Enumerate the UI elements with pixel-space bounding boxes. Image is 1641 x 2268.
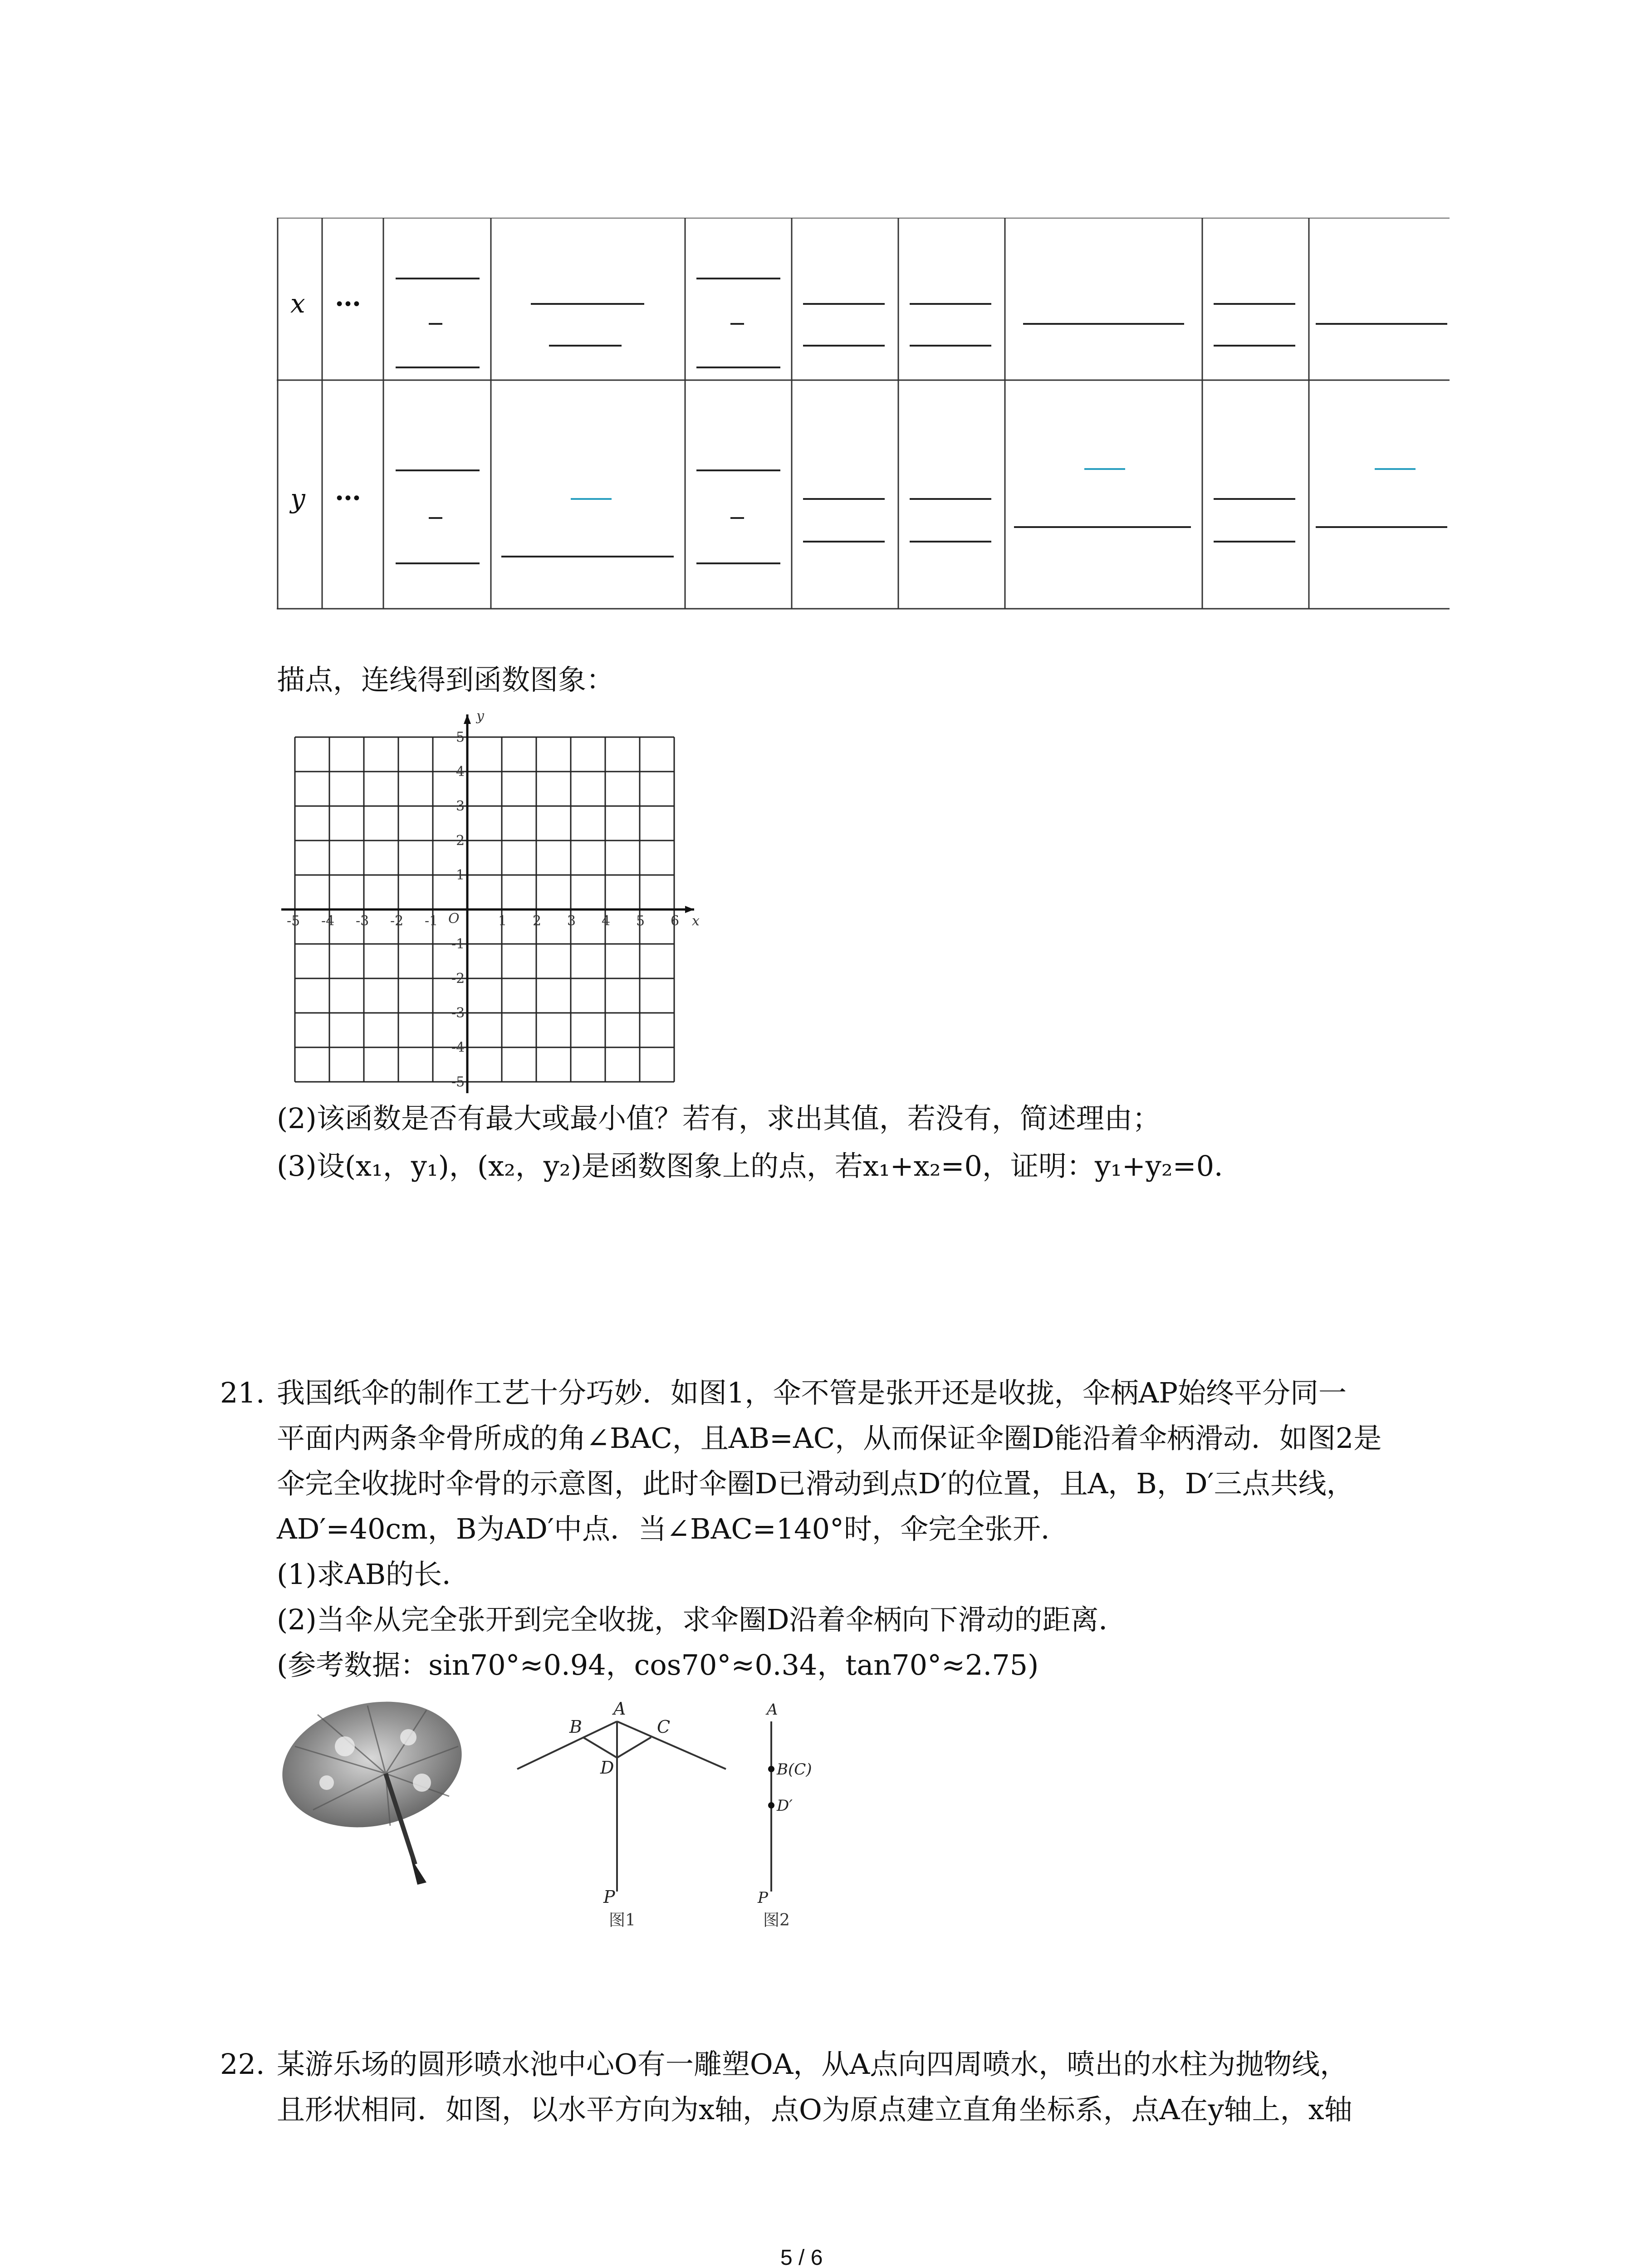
- y-blank-6-bottom: [1014, 526, 1191, 528]
- fig2-label-p: P: [758, 1889, 768, 1907]
- x-axis-label: x: [692, 913, 700, 929]
- y-tick--1: -1: [451, 936, 465, 952]
- x-blank-6: [1023, 323, 1184, 325]
- q21-reference-data: (参考数据：sin70°≈0.94，cos70°≈0.34，tan70°≈2.75): [277, 1648, 1039, 1681]
- y-tick-1: 1: [456, 867, 465, 883]
- q20-part2: (2)该函数是否有最大或最小值？若有，求出其值，若没有，简述理由；: [277, 1102, 1161, 1135]
- fig1-caption: 图1: [609, 1911, 636, 1928]
- figure-2-closed-umbrella: [744, 1701, 835, 1928]
- y-tick--2: -2: [451, 971, 465, 987]
- row-x-label: x: [290, 288, 305, 319]
- page-number: 5 / 6: [780, 2246, 823, 2268]
- fig1-label-c: C: [657, 1717, 671, 1737]
- y-tick-4: 4: [456, 764, 465, 780]
- x-blank-5-bottom: [910, 345, 991, 347]
- y-blank-1-top: [396, 469, 480, 471]
- fig1-label-d: D: [600, 1758, 614, 1778]
- y-blank-4-top: [803, 498, 885, 500]
- y-blank-3-bottom: [696, 562, 780, 564]
- y-blank-8-top: [1375, 468, 1416, 470]
- y-blank-6-top: [1084, 468, 1125, 470]
- x-tick-5: 5: [636, 913, 645, 929]
- y-tick-5: 5: [456, 729, 465, 745]
- q22-number: 22.: [220, 2048, 265, 2081]
- x-blank-5-top: [910, 303, 991, 305]
- coordinate-grid-svg: [277, 708, 712, 1098]
- y-blank-4-bottom: [803, 541, 885, 543]
- fig2-caption: 图2: [763, 1911, 790, 1928]
- fig1-label-b: B: [569, 1717, 582, 1737]
- x-blank-7-top: [1214, 303, 1295, 305]
- x-blank-2-top: [531, 303, 644, 305]
- x-blank-4-bottom: [803, 345, 885, 347]
- q22-line-2: 且形状相同．如图，以水平方向为x轴，点O为原点建立直角坐标系，点A在y轴上，x轴: [277, 2093, 1352, 2126]
- figure-2-svg: [744, 1701, 835, 1928]
- q21-part2: (2)当伞从完全张开到完全收拢，求伞圈D沿着伞柄向下滑动的距离．: [277, 1603, 1127, 1636]
- q20-instruction: 描点，连线得到函数图象：: [277, 663, 615, 696]
- x-tick-6: 6: [671, 913, 680, 929]
- fig2-label-a: A: [767, 1701, 778, 1719]
- value-table: [277, 218, 1450, 610]
- x-blank-1-bottom: [396, 367, 480, 368]
- figure-1-open-umbrella: [513, 1701, 740, 1928]
- y-blank-7-bottom: [1214, 541, 1295, 543]
- y-blank-2-top: [571, 498, 612, 500]
- x-tick-3: 3: [567, 913, 576, 929]
- x-blank-1-top: [396, 278, 480, 279]
- y-blank-1-bottom: [396, 562, 480, 564]
- q20-part3: (3)设(x₁，y₁)，(x₂，y₂)是函数图象上的点，若x₁+x₂=0，证明：y₁+y₂=0．: [277, 1149, 1243, 1183]
- x-tick--2: -2: [390, 913, 404, 929]
- y-blank-3-minus: [730, 517, 744, 519]
- paper-umbrella-photo: [277, 1696, 485, 1892]
- x-blank-7-bottom: [1214, 345, 1295, 347]
- q21-line-3: 伞完全收拢时伞骨的示意图，此时伞圈D已滑动到点D′的位置，且A，B，D′三点共线，: [277, 1467, 1355, 1500]
- fig2-label-d-prime: D′: [777, 1797, 793, 1815]
- y-blank-8-bottom: [1316, 526, 1447, 528]
- row-y-ellipsis: …: [335, 475, 362, 506]
- y-blank-1-minus: [429, 517, 442, 519]
- x-blank-4-top: [803, 303, 885, 305]
- y-tick-2: 2: [456, 833, 465, 849]
- x-tick-2: 2: [533, 913, 542, 929]
- x-blank-8: [1316, 323, 1447, 325]
- x-tick--1: -1: [425, 913, 438, 929]
- x-blank-3-minus: [730, 323, 744, 325]
- x-tick--4: -4: [321, 913, 335, 929]
- y-tick-3: 3: [456, 798, 465, 814]
- y-blank-7-top: [1214, 498, 1295, 500]
- y-axis-label: y: [476, 708, 484, 724]
- x-blank-2-bottom: [549, 345, 622, 347]
- y-tick--4: -4: [451, 1040, 465, 1056]
- fig2-label-bc: B(C): [777, 1760, 812, 1779]
- y-blank-2-bottom: [501, 556, 674, 557]
- value-table-grid: [277, 218, 1450, 610]
- y-blank-5-bottom: [910, 541, 991, 543]
- y-tick--3: -3: [451, 1005, 465, 1021]
- y-blank-3-top: [696, 469, 780, 471]
- x-tick-1: 1: [498, 913, 507, 929]
- x-blank-3-top: [696, 278, 780, 279]
- q21-line-1: 我国纸伞的制作工艺十分巧妙．如图1，伞不管是张开还是收拢，伞柄AP始终平分同一: [277, 1376, 1347, 1409]
- x-blank-3-bottom: [696, 367, 780, 368]
- origin-label: O: [448, 911, 460, 927]
- x-tick-4: 4: [602, 913, 611, 929]
- x-tick--3: -3: [356, 913, 369, 929]
- q21-line-4: AD′=40cm，B为AD′中点．当∠BAC=140°时，伞完全张开．: [277, 1512, 1069, 1545]
- row-x-ellipsis: …: [335, 281, 362, 312]
- fig1-label-p: P: [603, 1887, 615, 1907]
- y-tick--5: -5: [451, 1074, 465, 1090]
- umbrella-icon: [277, 1696, 485, 1892]
- q21-line-2: 平面内两条伞骨所成的角∠BAC，且AB=AC，从而保证伞圈D能沿着伞柄滑动．如图2是: [277, 1422, 1382, 1455]
- x-tick--5: -5: [287, 913, 300, 929]
- q21-number: 21.: [220, 1376, 265, 1409]
- figure-1-svg: [513, 1701, 740, 1928]
- fig1-label-a: A: [613, 1701, 626, 1719]
- row-y-label: y: [290, 483, 305, 514]
- x-blank-1-minus: [429, 323, 442, 325]
- coordinate-grid: [277, 708, 712, 1098]
- y-blank-5-top: [910, 498, 991, 500]
- q22-line-1: 某游乐场的圆形喷水池中心O有一雕塑OA，从A点向四周喷水，喷出的水柱为抛物线，: [277, 2048, 1348, 2081]
- q21-part1: (1)求AB的长．: [277, 1558, 470, 1591]
